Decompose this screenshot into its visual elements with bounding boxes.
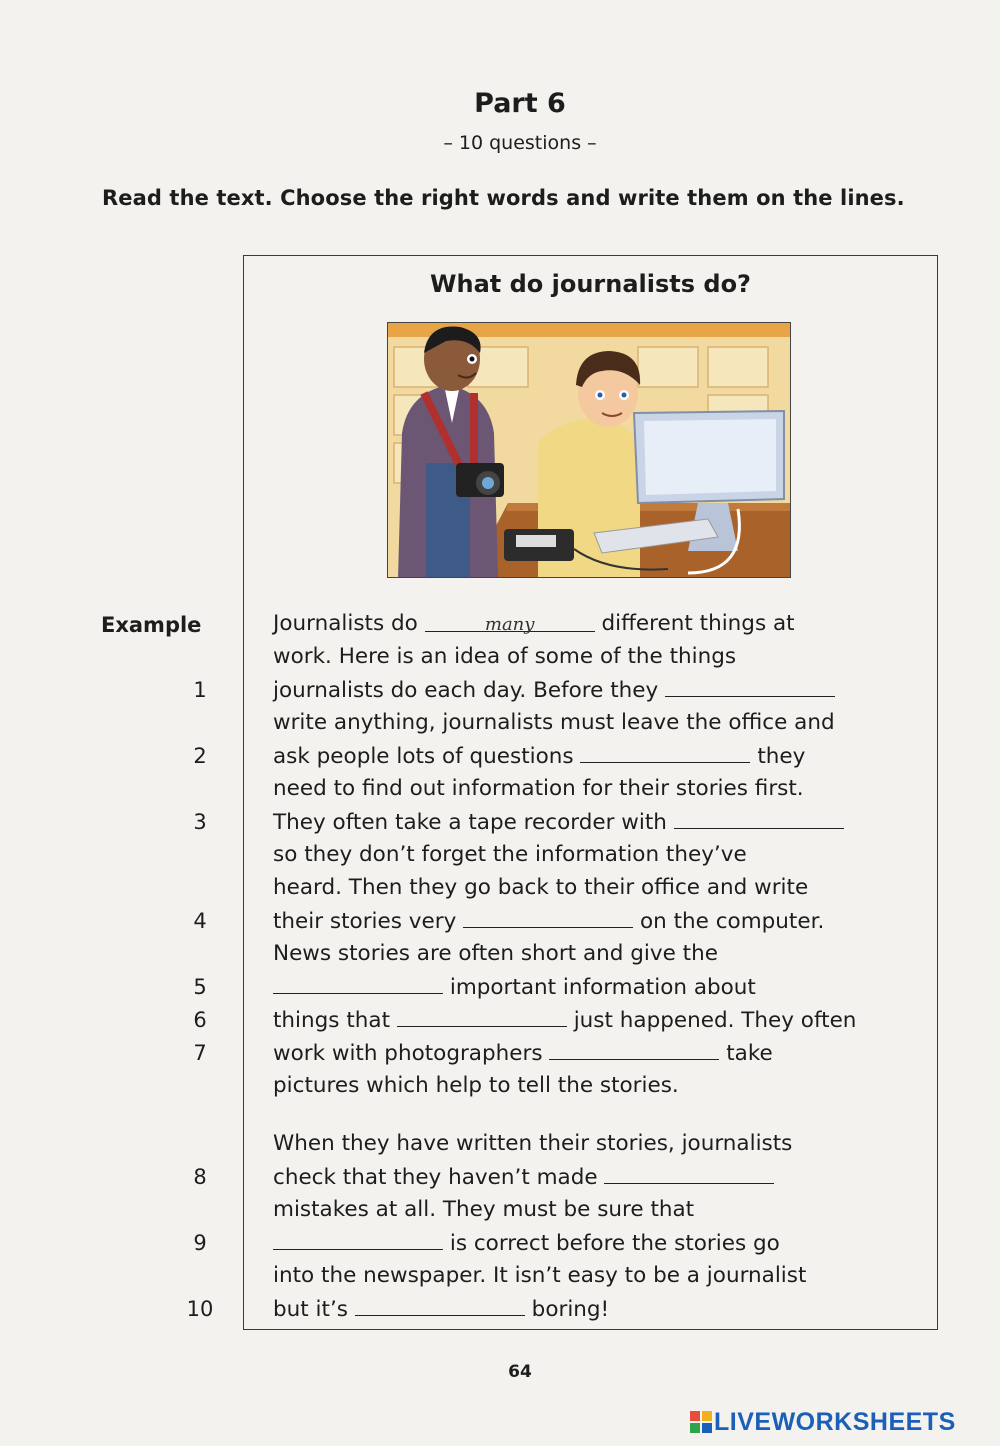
answer-blank-2 bbox=[580, 742, 750, 763]
text-segment: ask people lots of questions bbox=[273, 744, 574, 769]
question-number: 8 bbox=[193, 1165, 207, 1189]
answer-blank-10 bbox=[355, 1295, 525, 1316]
answer-input-9[interactable] bbox=[273, 1227, 443, 1249]
text-line: pictures which help to tell the stories. bbox=[273, 1073, 679, 1098]
answer-input-8[interactable] bbox=[604, 1161, 774, 1183]
text-line: so they don’t forget the information they’ve bbox=[273, 842, 747, 867]
text-line: work. Here is an idea of some of the things bbox=[273, 644, 737, 669]
page-number: 64 bbox=[508, 1362, 532, 1382]
answer-input-7[interactable] bbox=[549, 1037, 719, 1059]
answer-input-3[interactable] bbox=[674, 806, 844, 828]
text-line bbox=[273, 1295, 609, 1324]
instruction-text: Read the text. Choose the right words and write them on the lines. bbox=[102, 186, 905, 210]
text-segment: journalists do each day. Before they bbox=[273, 678, 659, 703]
question-number: 7 bbox=[193, 1041, 207, 1065]
text-segment: they bbox=[757, 744, 806, 769]
text-line: need to find out information for their stories first. bbox=[273, 776, 804, 801]
text-line: News stories are often short and give the bbox=[273, 941, 718, 966]
text-line: mistakes at all. They must be sure that bbox=[273, 1197, 695, 1222]
answer-input-10[interactable] bbox=[355, 1293, 525, 1315]
question-number: 6 bbox=[193, 1008, 207, 1032]
liveworksheets-logo-icon bbox=[690, 1411, 712, 1433]
text-line bbox=[273, 907, 824, 936]
page-title: Part 6 bbox=[474, 88, 566, 119]
answer-blank-7 bbox=[549, 1039, 719, 1060]
text-segment: Journalists do bbox=[273, 611, 418, 636]
answer-blank-6 bbox=[397, 1006, 567, 1027]
answer-input-4[interactable] bbox=[463, 905, 633, 927]
text-line bbox=[273, 742, 805, 771]
answer-input-1[interactable] bbox=[665, 674, 835, 696]
answer-blank-5 bbox=[273, 973, 443, 994]
answer-blank-4 bbox=[463, 907, 633, 928]
text-line bbox=[273, 808, 844, 837]
text-segment: important information about bbox=[449, 975, 756, 1000]
text-segment: different things at bbox=[601, 611, 795, 636]
reading-title: What do journalists do? bbox=[430, 270, 751, 298]
text-line: write anything, journalists must leave the office and bbox=[273, 710, 835, 735]
text-segment: They often take a tape recorder with bbox=[273, 810, 667, 835]
text-line: When they have written their stories, journalists bbox=[273, 1131, 793, 1156]
answer-input-6[interactable] bbox=[397, 1004, 567, 1026]
answer-input-2[interactable] bbox=[580, 740, 750, 762]
text-line: heard. Then they go back to their office and write bbox=[273, 875, 809, 900]
answer-blank-8 bbox=[604, 1163, 774, 1184]
text-line bbox=[273, 610, 795, 638]
illustration-svg bbox=[388, 323, 791, 578]
answer-input-5[interactable] bbox=[273, 971, 443, 993]
text-segment: check that they haven’t made bbox=[273, 1165, 598, 1190]
page-subtitle: – 10 questions – bbox=[443, 132, 597, 154]
question-number: 9 bbox=[193, 1231, 207, 1255]
answer-blank-1 bbox=[665, 676, 835, 697]
journalists-illustration bbox=[387, 322, 791, 578]
text-segment: boring! bbox=[531, 1297, 610, 1322]
text-line bbox=[273, 1039, 773, 1068]
text-segment: their stories very bbox=[273, 909, 457, 934]
answer-blank-9 bbox=[273, 1229, 443, 1250]
brand-logo[interactable] bbox=[690, 1408, 956, 1437]
question-number: 10 bbox=[186, 1297, 214, 1321]
text-segment: but it’s bbox=[273, 1297, 348, 1322]
example-answer: many bbox=[425, 611, 595, 632]
example-label: Example bbox=[101, 613, 202, 637]
text-line: into the newspaper. It isn’t easy to be a journalist bbox=[273, 1263, 807, 1288]
question-number: 2 bbox=[193, 744, 207, 768]
text-line bbox=[273, 1229, 780, 1258]
question-number: 1 bbox=[193, 678, 207, 702]
text-segment: is correct before the stories go bbox=[449, 1231, 780, 1256]
text-segment: on the computer. bbox=[640, 909, 825, 934]
text-line bbox=[273, 1163, 774, 1192]
text-segment: just happened. They often bbox=[573, 1008, 857, 1033]
answer-blank-3 bbox=[674, 808, 844, 829]
question-number: 5 bbox=[193, 975, 207, 999]
brand-text: LIVEWORKSHEETS bbox=[714, 1408, 956, 1436]
text-line bbox=[273, 676, 835, 705]
text-line bbox=[273, 1006, 856, 1035]
question-number: 3 bbox=[193, 810, 207, 834]
text-segment: work with photographers bbox=[273, 1041, 543, 1066]
question-number: 4 bbox=[193, 909, 207, 933]
text-segment: take bbox=[726, 1041, 773, 1066]
text-segment: things that bbox=[273, 1008, 391, 1033]
text-line bbox=[273, 973, 756, 1002]
